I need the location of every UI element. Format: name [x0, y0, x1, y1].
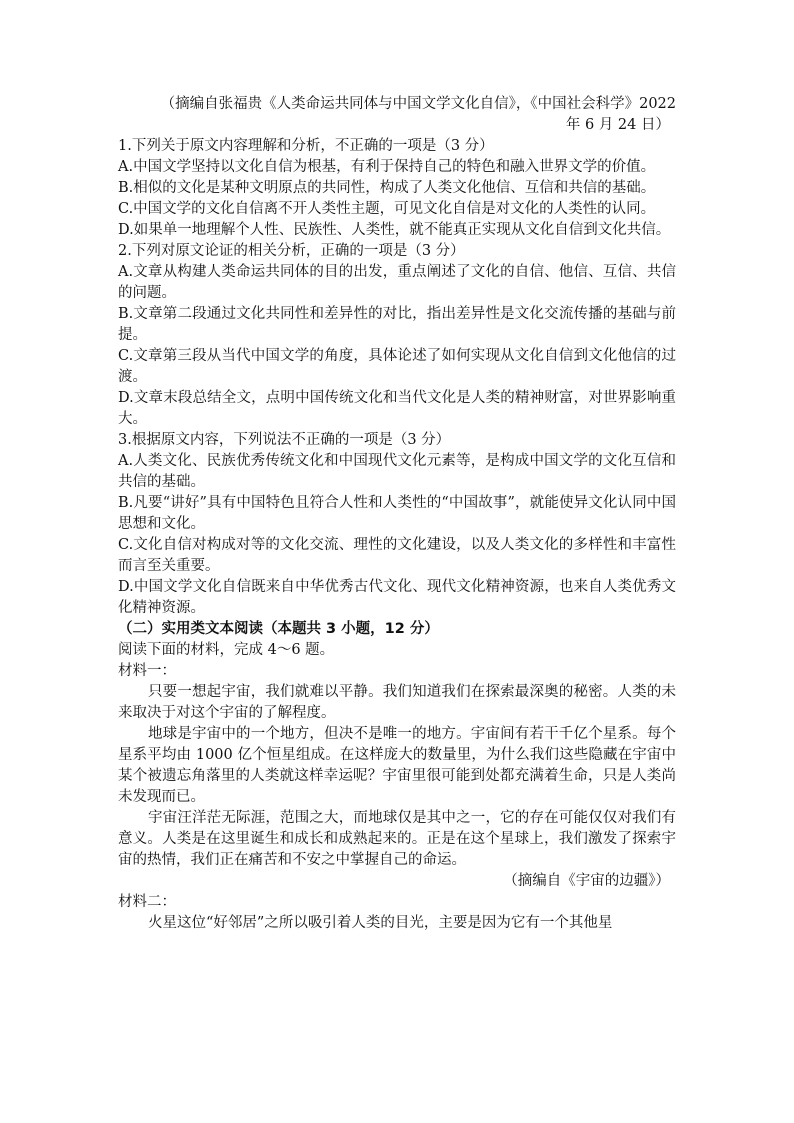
option-d: D.文章末段总结全文，点明中国传统文化和当代文化是人类的精神财富，对世界影响重大。: [118, 390, 676, 427]
material-2-label: 材料二：: [118, 894, 176, 910]
question-1: [118, 136, 676, 241]
material-2-paragraph: 火星这位“好邻居”之所以吸引着人类的目光，主要是因为它有一个其他星: [148, 915, 613, 931]
instruction: 阅读下面的材料，完成 4～6 题。: [118, 642, 335, 658]
question-stem: 1.下列关于原文内容理解和分析，不正确的一项是（3 分）: [118, 138, 494, 154]
material-1-paragraph: 只要一想起宇宙，我们就难以平静。我们知道我们在探索最深奥的秘密。人类的未来取决于对这个宇宙的了解程度。: [118, 684, 676, 721]
option-b: B.凡要“讲好”具有中国特色且符合人性和人类性的“中国故事”，就能使异文化认同中国思想和文化。: [118, 495, 676, 532]
material-1-paragraph: 地球是宇宙中的一个地方，但决不是唯一的地方。宇宙间有若干千亿个星系。每个星系平均由 1000 亿个恒星组成。在这样庞大的数量里，为什么我们这些隐藏在宇宙中某个被遗忘角落里的人类就这样幸运呢？宇宙里很可能到处都充满着生命，只是人类尚未发现而已。: [118, 726, 676, 805]
question-3: [118, 430, 676, 619]
document-page: [118, 94, 676, 934]
option-a: A.文章从构建人类命运共同体的目的出发，重点阐述了文化的自信、他信、互信、共信的问题。: [118, 264, 676, 301]
material-1-source: （摘编自《宇宙的边疆》）: [503, 873, 670, 889]
question-stem: 3.根据原文内容，下列说法不正确的一项是（3 分）: [118, 432, 451, 448]
citation-line-1: （摘编自张福贵《人类命运共同体与中国文学文化自信》，《中国社会科学》2022: [160, 96, 676, 112]
option-c: C.文章第三段从当代中国文学的角度，具体论述了如何实现从文化自信到文化他信的过渡。: [118, 348, 676, 385]
option-a: A.人类文化、民族优秀传统文化和中国现代文化元素等，是构成中国文学的文化互信和共信的基础。: [118, 453, 676, 490]
option-b: B.相似的文化是某种文明原点的共同性，构成了人类文化他信、互信和共信的基础。: [118, 180, 656, 196]
question-2: [118, 241, 676, 430]
material-1-paragraph: 宇宙汪洋茫无际涯，范围之大，而地球仅是其中之一，它的存在可能仅仅对我们有意义。人类是在这里诞生和成长和成熟起来的。正是在这个星球上，我们激发了探索宇宙的热情，我们正在痛苦和不安之中掌握自己的命运。: [118, 810, 676, 868]
option-b: B.文章第二段通过文化共同性和差异性的对比，指出差异性是文化交流传播的基础与前提。: [118, 306, 676, 343]
option-c: C.中国文学的文化自信离不开人类性主题，可见文化自信是对文化的人类性的认同。: [118, 201, 656, 217]
option-d: D.如果单一地理解个人性、民族性、人类性，就不能真正实现从文化自信到文化共信。: [118, 222, 671, 238]
material-1-label: 材料一：: [118, 663, 176, 679]
citation-line-2: 年 6 月 24 日）: [565, 117, 670, 133]
option-c: C.文化自信对构成对等的文化交流、理性的文化建设，以及人类文化的多样性和丰富性而言至关重要。: [118, 537, 676, 574]
question-stem: 2.下列对原文论证的相关分析，正确的一项是（3 分）: [118, 243, 465, 259]
section-heading: （二）实用类文本阅读（本题共 3 小题，12 分）: [118, 621, 439, 637]
option-d: D.中国文学文化自信既来自中华优秀古代文化、现代文化精神资源，也来自人类优秀文化精神资源。: [118, 579, 676, 616]
option-a: A.中国文学坚持以文化自信为根基，有利于保持自己的特色和融入世界文学的价值。: [118, 159, 656, 175]
